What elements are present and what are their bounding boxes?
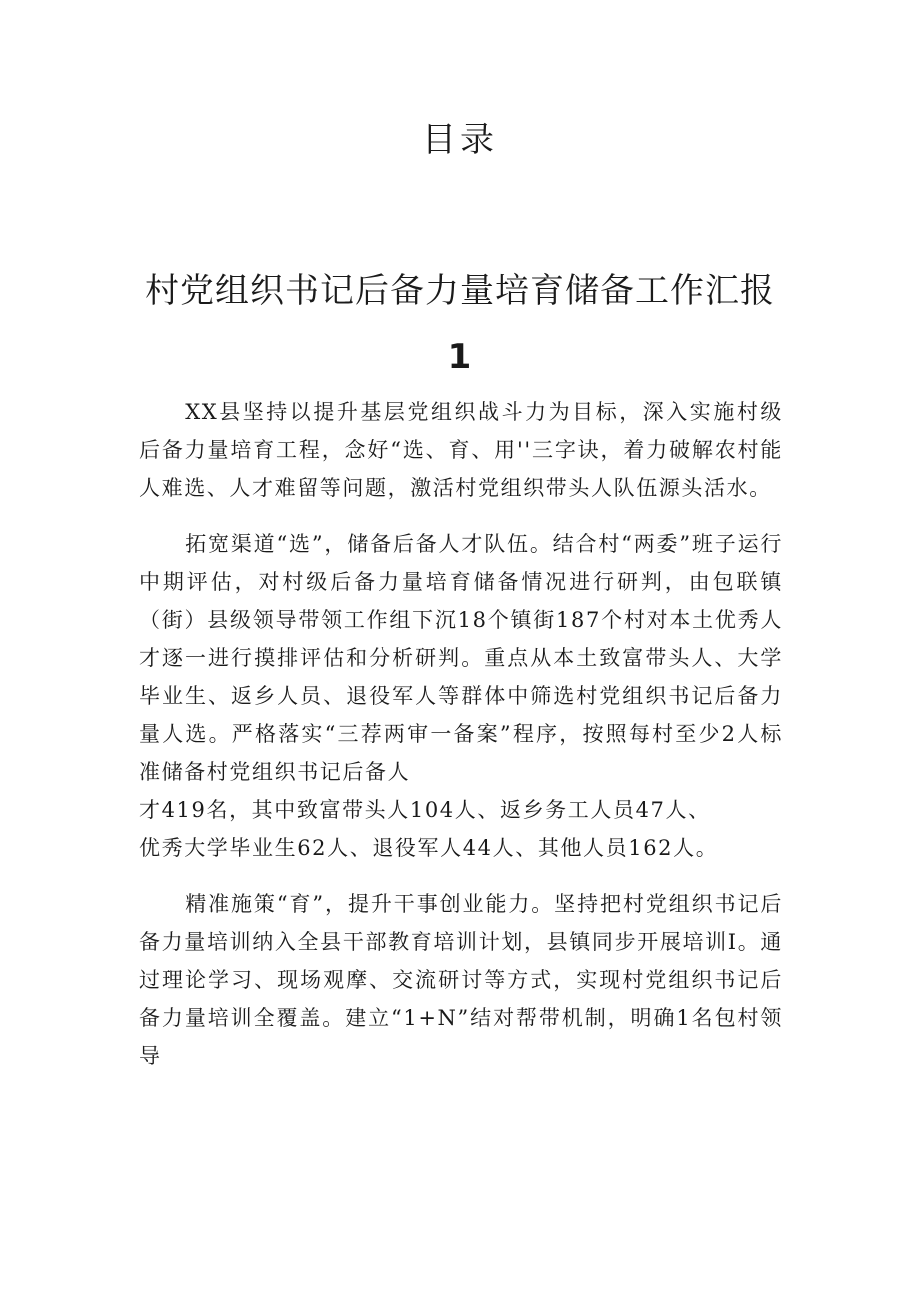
document-number: 1 xyxy=(447,337,473,377)
paragraph-select: 拓宽渠道“选”，储备后备人才队伍。结合村“两委”班子运行中期评估，对村级后备力量培育储备情况进行研判，由包联镇（街）县级领导带领工作组下沉18个镇街187个村对本土优秀人才逐一进行摸排评估和分析研判。重点从本土致富带头人、大学毕业生、返乡人员、退役军人等群体中筛选村党组织书记后备力量人选。严格落实“三荐两审一备案”程序，按照每村至少2人标准储备村党组织书记后备人 xyxy=(139,532,783,784)
paragraph-cultivate: 精准施策“育”，提升干事创业能力。坚持把村党组织书记后备力量培训纳入全县干部教育培训计划，县镇同步开展培训I。通过理论学习、现场观摩、交流研讨等方式，实现村党组织书记后备力量培训全覆盖。建立“1+N”结对帮带机制，明确1名包村领导 xyxy=(139,892,783,1068)
paragraph-intro: XX县坚持以提升基层党组织战斗力为目标，深入实施村级后备力量培育工程，念好“选、育、用''三字诀，着力破解农村能人难选、人才难留等问题，激活村党组织带头人队伍源头活水。 xyxy=(139,400,783,500)
document-title-text: 村党组织书记后备力量培育储备工作汇报 xyxy=(145,271,775,311)
toc-title: 目录 xyxy=(422,120,498,160)
document-title xyxy=(140,258,780,390)
paragraph-select-line-2: 优秀大学毕业生62人、退役军人44人、其他人员162人。 xyxy=(139,836,719,860)
paragraph-select-line-1: 才419名，其中致富带头人104人、返乡务工人员47人、 xyxy=(139,798,711,822)
document-body xyxy=(139,393,783,1093)
